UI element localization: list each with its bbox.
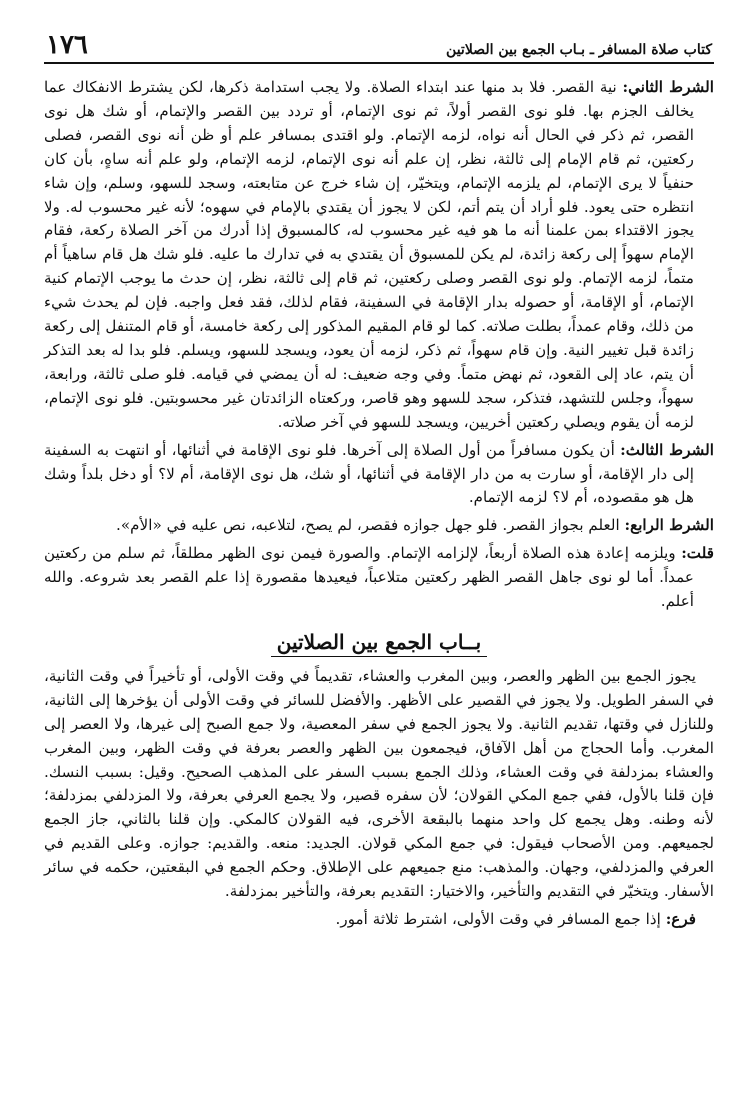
condition-2-label: الشرط الثاني:	[622, 78, 714, 96]
condition-3-label: الشرط الثالث:	[620, 440, 714, 459]
chapter-paragraph: يجوز الجمع بين الظهر والعصر، وبين المغرب والعشاء، تقديماً في وقت الأولى، أو تأخيراً في وقت الثانية، في السفر الطويل. ولا يجوز في القصير على الأظهر. والأفضل للسائر في وقت الأولى أن يؤخرها إلى الثانية، وللنازل في وقتها، تقديم الثانية. ولا يجوز الجمع في سفر المعصية، ولا جمع الصبح إلى غيرها، ولا العصر إلى المغرب. وأما الحجاج من أهل الآفاق، فيجمعون بين الظهر والعصر بعرفة في وقت الظهر، وبين المغرب والعشاء بمزدلفة في وقت العشاء، وذلك الجمع بسبب السفر على المذهب الصحيح. وقيل: بسبب النسك. فإن قلنا بالأول، ففي جمع المكي القولان؛ لأن سفره قصير، ولا يجمع العرفي بعرفة، ولا المزدلفي بمزدلفة؛ لأنه وطنه. وهل يجمع كل واحد منهما بالبقعة الأخرى، فيه القولان كالمكي. وإن قلنا بالثاني، جاز الجمع لجميعهم. ومن الأصحاب فيقول: في جمع المكي قولان. الجديد: منعه. والقديم: جوازه. وعلى القديم في العرفي والمزدلفي، وجهان. والمذهب: منع جميعهم على الإطلاق. وحكم الجمع في البقعتين، حكمه في سائر الأسفار. ويتخيّر في التقديم والتأخير، والاختيار: التقديم بعرفة، والتأخير بمزدلفة.	[44, 666, 714, 901]
condition-4-label: الشرط الرابع:	[624, 516, 714, 535]
branch-text: إذا جمع المسافر في وقت الأولى، اشترط ثلاثة أمور.	[335, 910, 661, 928]
condition-2-text: نية القصر. فلا بد منها عند ابتداء الصلاة. ولا يجب استدامة ذكرها، لكن يشترط الانفكاك عما يخالف الجزم بها. فلو نوى القصر أولاً، ثم نوى الإتمام، أو تردد بين القصر والإتمام، أو شك هل نوى القصر، ثم ذكر في الحال أنه نواه، لزمه الإتمام. ولو اقتدى بمسافر علم أو ظن أنه نوى القصر، فصلى ركعتين، ثم قام الإمام إلى ثالثة، نظر، إن علم أنه نوى الإتمام، لزمه الإتمام، ولو علم أنه ساهٍ، بأن كان حنفياً لا يرى الإتمام، لم يلزمه الإتمام، ويتخيّر، إن شاء خرج عن متابعته، وسجد للسهو، وسلم، وإن شاء انتظره حتى يعود. فلو أراد أن يتم أتم، لكن لا يجوز أن يقتدي بالإمام في سهوه؛ لأنه غير محسوب له. ولا يجوز الاقتداء بمن علمنا أنه ما هو فيه غير محسوب له، كالمسبوق إذا أدرك من آخر الصلاة ركعة، فقام الإمام سهواً إلى ركعة زائدة، لم يكن للمسبوق أن يقتدي به في تدارك ما عليه. فلو شك هل قام ساهياً أم متماً، لزمه الإتمام. ولو نوى القصر وصلى ركعتين، ثم قام إلى ثالثة، نظر، إن حدث ما يوجب الإتمام كنية الإتمام، أو الإقامة، أو حصوله بدار الإقامة في السفينة، فقام لذلك، فقد فعل واجبه. فإن لم يحدث شيء من ذلك، وقام عمداً، بطلت صلاته. كما لو قام المقيم المذكور إلى ركعة خامسة، أو قام المتنفل إلى ركعة زائدة قبل تغيير النية. وإن قام سهواً، ثم ذكر، لزمه أن يعود، ويسجد للسهو، ويسلم. فلو بدا له بعد التذكر أن يتم، عاد إلى القعود، ثم نهض متماً. وفي وجه ضعيف: له أن يمضي في قيامه. فلو صلى ثالثة، ورابعة، سهواً، وجلس للتشهد، فتذكر، سجد للسهو وهو قاصر، وركعتاه الزائدتان غير محسوبتين. فلو نوى الإتمام، لزمه أن يقوم ويصلي ركعتين أخريين، ويسجد للسهو في آخر صلاته.	[44, 78, 694, 431]
condition-4-text: العلم بجواز القصر. فلو جهل جوازه فقصر، لم يصح، لتلاعبه، نص عليه في «الأم».	[116, 516, 620, 535]
paragraph-note	[44, 542, 714, 614]
chapter-title	[44, 628, 714, 657]
page-body	[44, 76, 714, 932]
note-text: ويلزمه إعادة هذه الصلاة أربعاً، لإلزامه الإتمام. والصورة فيمن نوى الظهر مطلقاً، ثم سلم من ركعتين عمداً. أما لو نوى جاهل القصر الظهر ركعتين متلاعباً، فيعيدها مقصورة إذا علم القصر بعد شروعه. والله أعلم.	[44, 544, 694, 611]
running-title: كتاب صلاة المسافر ـ بـاب الجمع بين الصلاتين	[446, 42, 712, 58]
note-label: قلت:	[681, 544, 715, 563]
branch-label: فرع:	[665, 910, 696, 928]
paragraph-condition-2	[44, 76, 714, 435]
paragraph-condition-4	[44, 514, 714, 538]
page-header	[44, 28, 714, 64]
condition-3-text: أن يكون مسافراً من أول الصلاة إلى آخرها. فلو نوى الإقامة في أثنائها، أو انتهت به السفينة إلى دار الإقامة، أو سارت به من دار الإقامة في أثنائها، أو شك، هل نوى الإقامة، أم لا؟ أو دخل بلداً وشك هل هو مقصوده، أم لا؟ لزمه الإتمام.	[44, 440, 694, 507]
page-number: ١٧٦	[46, 30, 88, 60]
chapter-title-text: بــاب الجمع بين الصلاتين	[271, 628, 487, 657]
paragraph-branch	[44, 908, 714, 932]
paragraph-condition-3	[44, 439, 714, 511]
